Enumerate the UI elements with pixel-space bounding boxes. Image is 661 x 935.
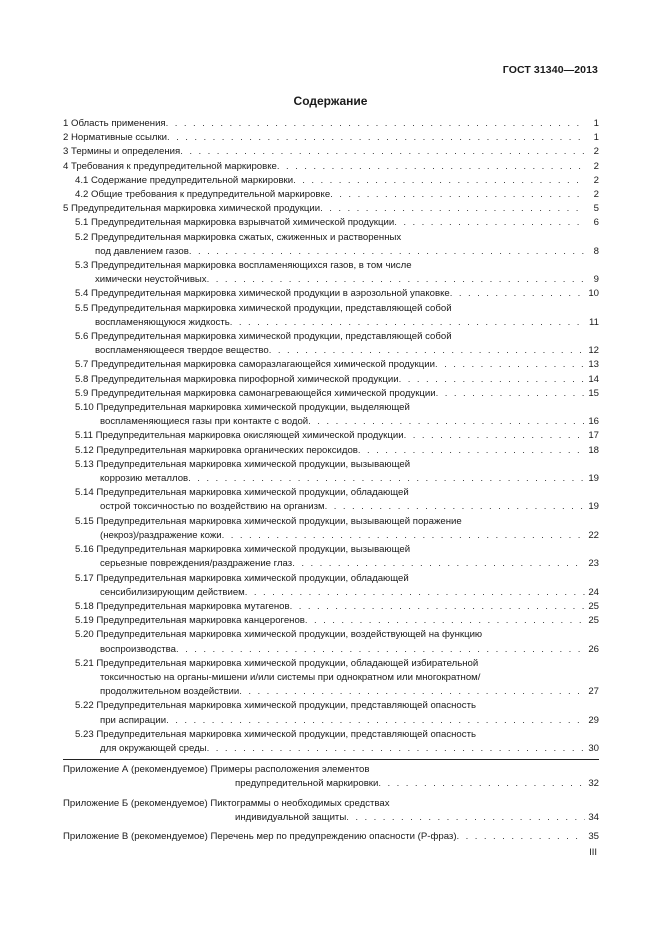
toc-entry-title: 5.9 Предупредительная маркировка самонагревающейся химической продукции: [75, 387, 436, 399]
toc-entry[interactable]: [63, 131, 599, 145]
toc-entry[interactable]: [63, 600, 599, 614]
dot-leader: [330, 188, 585, 202]
toc-entry-title-line: 5.14 Предупредительная маркировка химической продукции, обладающей: [75, 487, 409, 499]
dot-leader: [358, 444, 585, 458]
dot-leader: [293, 174, 585, 188]
toc-page-number: 25: [588, 615, 599, 627]
dot-leader: [457, 830, 585, 844]
toc-page-number: 16: [588, 416, 599, 428]
toc-entry[interactable]: [63, 302, 599, 330]
dot-leader: [167, 131, 585, 145]
toc-entry-title: воспламеняющуюся жидкость: [95, 316, 230, 328]
toc-page-number: 23: [588, 558, 599, 570]
toc-page-number: 26: [588, 643, 599, 655]
dot-leader: [308, 415, 585, 429]
toc-entry[interactable]: [63, 387, 599, 401]
toc-entry-title: 5 Предупредительная маркировка химической продукции: [63, 203, 321, 215]
toc-entry-title-line: 5.13 Предупредительная маркировка химической продукции, вызывающей: [75, 458, 411, 470]
toc-entry[interactable]: [63, 160, 599, 174]
toc-entry[interactable]: [63, 628, 599, 656]
toc-page-number: 35: [588, 830, 599, 842]
table-of-contents: [63, 117, 599, 844]
toc-entry-title: 2 Нормативные ссылки: [63, 132, 168, 144]
dot-leader: [346, 811, 585, 825]
toc-entry[interactable]: [63, 188, 599, 202]
toc-page-number: 29: [588, 714, 599, 726]
toc-page-number: 1: [593, 118, 599, 129]
toc-entry-title: 5.12 Предупредительная маркировка органических пероксидов: [75, 444, 358, 456]
dot-leader: [305, 614, 585, 628]
toc-entry-title: 5.4 Предупредительная маркировка химической продукции в аэрозольной упаковке: [75, 288, 450, 300]
toc-page-number: 11: [589, 316, 599, 328]
toc-page-number: 14: [588, 373, 599, 385]
toc-entry-title: продолжительном воздействии: [100, 686, 240, 698]
toc-entry-title: коррозию металлов: [100, 473, 189, 485]
toc-entry-title: (некроз)/раздражение кожи: [100, 529, 222, 541]
toc-page-number: 12: [588, 345, 599, 357]
toc-entry[interactable]: [63, 145, 599, 159]
dot-leader: [436, 387, 585, 401]
toc-entry-title: 4.1 Содержание предупредительной маркировки: [75, 174, 294, 186]
dot-leader: [277, 160, 585, 174]
toc-page-number: 2: [593, 146, 599, 158]
toc-entry-title-line: 5.5 Предупредительная маркировка химической продукции, представляющей собой: [75, 302, 452, 314]
toc-page-number: 18: [588, 444, 599, 456]
toc-entry-title-line: 5.23 Предупредительная маркировка химической продукции, представляющей опасность: [75, 728, 476, 740]
toc-entry-title-line: 5.22 Предупредительная маркировка химической продукции, представляющей опасность: [75, 700, 476, 712]
toc-page-number: 1: [593, 132, 599, 144]
dot-leader: [189, 245, 585, 259]
toc-entry-title: предупредительной маркировки: [235, 778, 379, 790]
toc-page-number: 2: [593, 174, 599, 186]
toc-entry[interactable]: [63, 486, 599, 514]
toc-entry-title: 4 Требования к предупредительной маркировке: [63, 160, 277, 172]
toc-entry-title-line: 5.16 Предупредительная маркировка химической продукции, вызывающей: [75, 544, 411, 556]
toc-entry-title-line: 5.6 Предупредительная маркировка химической продукции, представляющей собой: [75, 331, 452, 343]
dot-leader: [230, 316, 585, 330]
dot-leader: [292, 557, 585, 571]
toc-page-number: 6: [593, 217, 599, 229]
toc-page-number: 5: [593, 203, 599, 215]
toc-entry[interactable]: [63, 231, 599, 259]
dot-leader: [222, 529, 585, 543]
toc-entry-title-line: 5.20 Предупредительная маркировка химической продукции, воздействующей на функцию: [75, 629, 483, 641]
toc-entry[interactable]: [63, 515, 599, 543]
toc-entry[interactable]: [63, 117, 599, 131]
toc-entry[interactable]: [63, 797, 599, 825]
toc-entry[interactable]: [63, 458, 599, 486]
dot-leader: [176, 643, 585, 657]
toc-entry[interactable]: [63, 330, 599, 358]
dot-leader: [320, 202, 585, 216]
toc-entry-title-line: 5.21 Предупредительная маркировка химической продукции, обладающей избирательной: [75, 657, 479, 669]
toc-entry[interactable]: [63, 287, 599, 301]
dot-leader: [207, 273, 585, 287]
toc-entry-title: 5.7 Предупредительная маркировка саморазлагающейся химической продукции: [75, 359, 435, 371]
dot-leader: [378, 777, 585, 791]
toc-entry-title: острой токсичностью по воздействию на организм: [100, 501, 325, 513]
toc-page-number: 17: [588, 430, 599, 442]
toc-entry[interactable]: [63, 699, 599, 727]
toc-page-number: 30: [588, 742, 599, 754]
toc-entry-title: химически неустойчивых: [95, 274, 207, 286]
toc-entry-title: 5.8 Предупредительная маркировка пирофорной химической продукции: [75, 373, 399, 385]
toc-entry-title-line: токсичностью на органы-мишени и/или системы при однократном или многократном/: [100, 671, 481, 683]
toc-entry-title: 1 Область применения: [63, 118, 166, 129]
toc-page-number: 32: [588, 778, 599, 790]
page-title: Содержание: [293, 94, 368, 108]
toc-entry-title: Приложение В (рекомендуемое) Перечень мер по предупреждению опасности (Р-фраз): [63, 830, 457, 842]
toc-entry-title: 5.18 Предупредительная маркировка мутагенов: [75, 600, 290, 612]
toc-entry-title: при аспирации: [100, 714, 167, 726]
dot-leader: [394, 216, 585, 230]
toc-entry[interactable]: [63, 763, 599, 791]
toc-entry-title-line: 5.15 Предупредительная маркировка химической продукции, вызывающей поражение: [75, 515, 462, 527]
toc-entry-title-line: Приложение А (рекомендуемое) Примеры расположения элементов: [63, 764, 370, 776]
toc-page-number: 9: [593, 274, 599, 286]
toc-entry[interactable]: [63, 202, 599, 216]
toc-entry-title: 4.2 Общие требования к предупредительной маркировке: [75, 189, 331, 201]
toc-page-number: 13: [588, 359, 599, 371]
toc-entry[interactable]: [63, 401, 599, 429]
dot-leader: [207, 742, 585, 756]
toc-page-number: 8: [593, 245, 599, 257]
page-number: III: [589, 847, 597, 858]
toc-page-number: 2: [593, 160, 599, 172]
toc-page-number: 19: [588, 501, 599, 513]
toc-entry-title: 5.19 Предупредительная маркировка канцерогенов: [75, 615, 305, 627]
dot-leader: [166, 714, 585, 728]
toc-entry-title-line: Приложение Б (рекомендуемое) Пиктограммы о необходимых средствах: [63, 797, 390, 809]
dot-leader: [245, 586, 585, 600]
toc-page-number: 22: [588, 529, 599, 541]
dot-leader: [290, 600, 585, 614]
toc-entry-title-line: 5.2 Предупредительная маркировка сжатых, сжиженных и растворенных: [75, 231, 402, 243]
toc-entry-title: 5.11 Предупредительная маркировка окисляющей химической продукции: [75, 430, 404, 442]
standard-designation: ГОСТ 31340—2013: [502, 64, 598, 76]
toc-entry-title: 5.1 Предупредительная маркировка взрывчатой химической продукции: [75, 217, 395, 229]
toc-entry-title: для окружающей среды: [100, 742, 207, 754]
toc-page-number: 15: [588, 387, 599, 399]
toc-entry-title: воспламеняющиеся газы при контакте с водой: [100, 416, 309, 428]
dot-leader: [239, 685, 585, 699]
toc-entry-title: индивидуальной защиты: [235, 811, 347, 823]
toc-entry-title: воспламеняющееся твердое вещество: [95, 345, 269, 357]
toc-entry[interactable]: [63, 728, 599, 756]
toc-page-number: 25: [588, 600, 599, 612]
toc-entry[interactable]: [63, 429, 599, 443]
toc-entry[interactable]: [63, 543, 599, 571]
toc-entry[interactable]: [63, 358, 599, 372]
toc-entry-title: воспроизводства: [100, 643, 176, 655]
toc-page-number: 19: [588, 473, 599, 485]
toc-entry-title: серьезные повреждения/раздражение глаз: [100, 558, 293, 570]
toc-page-number: 24: [588, 586, 599, 598]
dot-leader: [269, 344, 585, 358]
toc-page-number: 27: [588, 686, 599, 698]
toc-page-number: 2: [593, 189, 599, 201]
toc-entry[interactable]: [63, 216, 599, 230]
toc-entry[interactable]: [63, 444, 599, 458]
toc-entry-title-line: 5.17 Предупредительная маркировка химической продукции, обладающей: [75, 572, 409, 584]
dot-leader: [435, 358, 585, 372]
toc-entry[interactable]: [63, 657, 599, 700]
toc-entry-title: под давлением газов: [95, 245, 189, 257]
toc-entry-title-line: 5.3 Предупредительная маркировка воспламеняющихся газов, в том числе: [75, 260, 412, 272]
dot-leader: [188, 472, 585, 486]
dot-leader: [180, 145, 585, 159]
dot-leader: [325, 500, 585, 514]
toc-entry-title: сенсибилизирующим действием: [100, 586, 245, 598]
dot-leader: [399, 373, 585, 387]
toc-entry[interactable]: [63, 614, 599, 628]
dot-leader: [450, 287, 585, 301]
toc-entry[interactable]: [63, 830, 599, 844]
toc-entry[interactable]: [63, 373, 599, 387]
toc-entry[interactable]: [63, 259, 599, 287]
toc-entry-title-line: 5.10 Предупредительная маркировка химической продукции, выделяющей: [75, 402, 410, 414]
toc-page-number: 10: [588, 288, 599, 300]
toc-page-number: 34: [588, 811, 599, 823]
dot-leader: [166, 117, 585, 131]
toc-entry-title: 3 Термины и определения: [63, 146, 181, 158]
dot-leader: [404, 429, 585, 443]
toc-entry[interactable]: [63, 174, 599, 188]
toc-entry[interactable]: [63, 572, 599, 600]
